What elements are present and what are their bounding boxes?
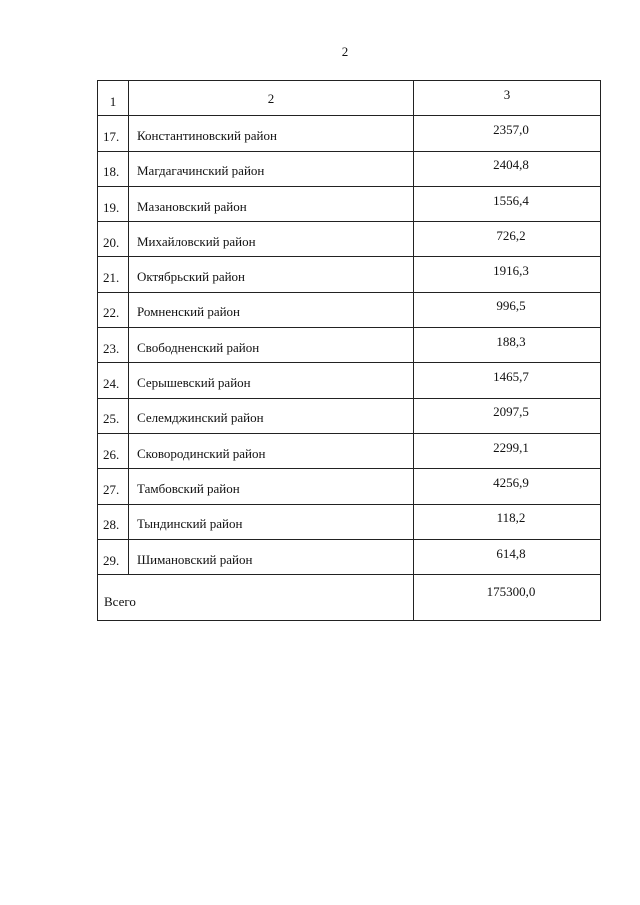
- table-row: [98, 292, 601, 327]
- district-name: Шимановский район: [129, 539, 414, 574]
- row-number: 26.: [98, 433, 129, 468]
- row-number: 27.: [98, 469, 129, 504]
- table-row: [98, 116, 601, 151]
- district-value: 1916,3: [414, 257, 601, 292]
- table-row: [98, 257, 601, 292]
- district-name: Серышевский район: [129, 363, 414, 398]
- district-name: Селемджинский район: [129, 398, 414, 433]
- district-name: Тамбовский район: [129, 469, 414, 504]
- district-value: 1465,7: [414, 363, 601, 398]
- row-number: 23.: [98, 328, 129, 363]
- district-name: Сковородинский район: [129, 433, 414, 468]
- row-number: 22.: [98, 292, 129, 327]
- district-value: 188,3: [414, 328, 601, 363]
- district-value: 2357,0: [414, 116, 601, 151]
- district-value: 2299,1: [414, 433, 601, 468]
- district-value: 1556,4: [414, 186, 601, 221]
- district-name: Магдагачинский район: [129, 151, 414, 186]
- row-number: 24.: [98, 363, 129, 398]
- table-row: [98, 151, 601, 186]
- column-header-3: 3: [414, 81, 601, 116]
- district-table: [97, 80, 601, 621]
- table-header-row: [98, 81, 601, 116]
- district-value: 2097,5: [414, 398, 601, 433]
- district-value: 4256,9: [414, 469, 601, 504]
- row-number: 29.: [98, 539, 129, 574]
- page-number: 2: [341, 44, 349, 59]
- table-row: [98, 398, 601, 433]
- table-row: [98, 363, 601, 398]
- column-header-1: 1: [98, 81, 129, 116]
- district-name: Михайловский район: [129, 222, 414, 257]
- row-number: 25.: [98, 398, 129, 433]
- table-row: [98, 433, 601, 468]
- district-value: 726,2: [414, 222, 601, 257]
- district-value: 118,2: [414, 504, 601, 539]
- table-row: [98, 328, 601, 363]
- row-number: 18.: [98, 151, 129, 186]
- row-number: 20.: [98, 222, 129, 257]
- table-row: [98, 504, 601, 539]
- district-name: Тындинский район: [129, 504, 414, 539]
- district-name: Ромненский район: [129, 292, 414, 327]
- row-number: 17.: [98, 116, 129, 151]
- total-row: [98, 575, 601, 621]
- total-label: Всего: [98, 575, 414, 621]
- district-value: 2404,8: [414, 151, 601, 186]
- district-name: Свободненский район: [129, 328, 414, 363]
- district-name: Константиновский район: [129, 116, 414, 151]
- table-row: [98, 222, 601, 257]
- total-value: 175300,0: [414, 575, 601, 621]
- table-row: [98, 539, 601, 574]
- table-row: [98, 469, 601, 504]
- row-number: 28.: [98, 504, 129, 539]
- district-value: 996,5: [414, 292, 601, 327]
- district-name: Мазановский район: [129, 186, 414, 221]
- table-row: [98, 186, 601, 221]
- column-header-2: 2: [129, 81, 414, 116]
- row-number: 19.: [98, 186, 129, 221]
- row-number: 21.: [98, 257, 129, 292]
- district-name: Октябрьский район: [129, 257, 414, 292]
- district-value: 614,8: [414, 539, 601, 574]
